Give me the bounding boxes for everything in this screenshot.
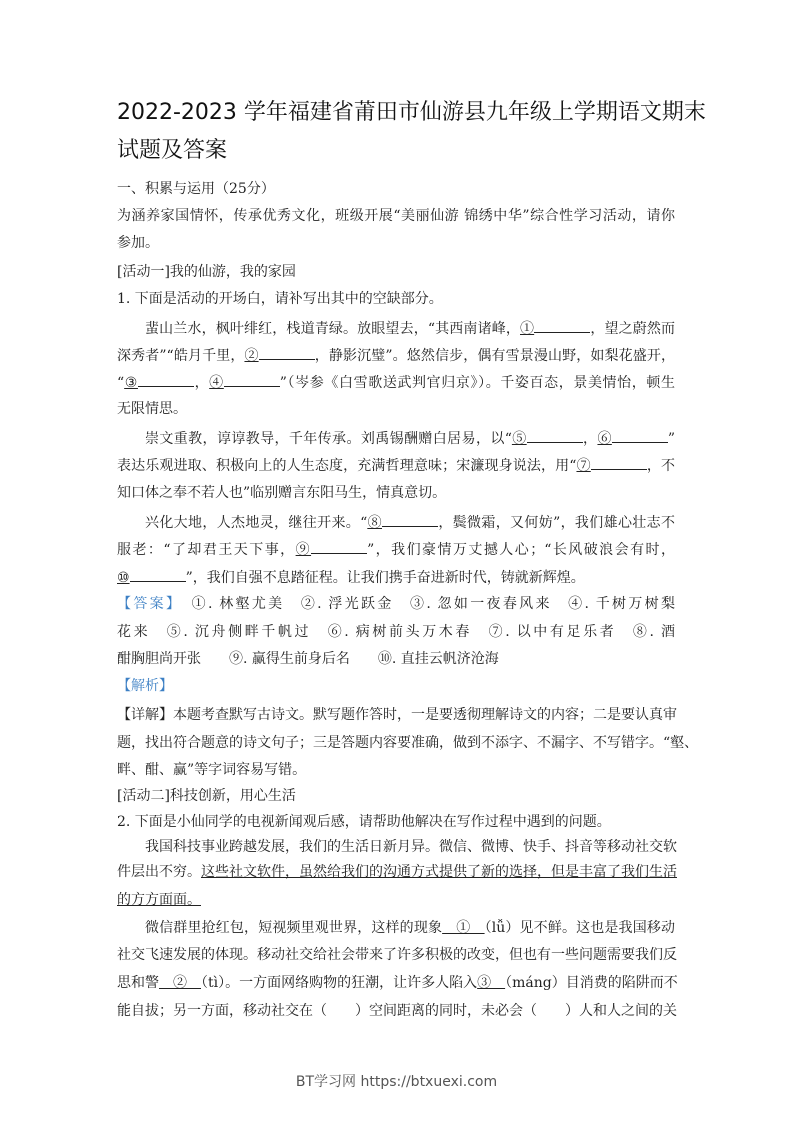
text-segment: 兴化大地，人杰地灵，继往开来。“ [145,515,368,531]
answer-blank [224,372,280,387]
text-segment: 件层出不穷。 [117,864,201,880]
underlined-text: ⑤ [511,431,527,447]
text-line [117,180,675,198]
underlined-text: ① [442,920,485,936]
text-segment: 我国科技事业跨越发展，我们的生活日新月异。微信、微博、快手、抖音等移动社交软 [145,839,677,855]
text-line [145,512,675,532]
text-segment: 酣胸胆尚开张 ⑨. 赢得生前身后名 ⑩. 直挂云帆济沧海 [117,651,499,667]
answer-blank [591,455,647,470]
text-segment: 花来 ⑤. 沉舟侧畔千帆过 ⑥. 病树前头万木春 ⑦. 以中有足乐者 ⑧. 酒 [117,624,675,640]
text-segment: ，静影沉璧”。悠然信步，偶有雪景漫山野，如梨花盛开， [314,348,676,364]
text-line [117,263,675,281]
text-segment: ”，我们自强不息踏征程。让我们携手奋进新时代，铸就新辉煌。 [185,570,585,586]
text-segment: ”（岑参《白雪歌送武判官归京》）。千姿百态，景美情怡，顿生 [279,375,675,391]
text-line [117,595,675,613]
text-segment: ，鬓微霜，又何妨”，我们雄心壮志不 [438,515,675,531]
answer-blank [382,512,438,527]
answer-blank [534,318,590,333]
answer-blank [311,539,367,554]
underlined-text: ② [244,348,259,364]
text-line [117,974,678,992]
section-label: 【解析】 [117,678,173,694]
underlined-text: ⑧ [367,515,382,531]
text-line [117,345,675,365]
doc-title-line2: 试题及答案 [117,138,228,163]
text-segment: 深秀者”“皓月千里， [117,348,245,364]
answer-blank [527,428,583,443]
underlined-text: ② [159,975,201,991]
text-line [117,290,675,308]
text-segment: 知口体之奉不若人也”临别赠言东阳马生，情真意切。 [117,485,447,501]
text-line [117,946,675,964]
underlined-text: ③ [124,375,138,391]
underlined-text: ⑥ [597,431,612,447]
text-segment: 蜚山兰水，枫叶绯红，栈道青绿。放眼望去，“其西南诸峰， [145,321,521,337]
text-segment: 无限情思。 [117,401,187,417]
text-segment: 题，找出符合题意的诗文句子；三是答题内容要准确，做到不添字、不漏字、不写错字。“壑、 [117,735,699,751]
text-line [117,455,675,475]
text-segment: 为涵养家国情怀，传承优秀文化，班级开展“美丽仙游 锦绣中华”综合性学习活动，请你 [117,208,675,224]
text-segment: 思和警 [117,975,159,991]
text-line [117,207,675,225]
text-line [117,891,675,909]
text-segment: 一、积累与运用（25分） [117,181,275,197]
text-segment: 【详解】本题考查默写古诗文。默写题作答时，一是要透彻理解诗文的内容；二是要认真审 [117,707,677,723]
text-segment: 社交飞速发展的体现。移动社交给社会带来了许多积极的改变，但也有一些问题需要我们反 [117,947,677,963]
text-segment: ，望之蔚然而 [590,321,676,337]
text-segment: [活动二]科技创新，用心生活 [117,788,296,804]
text-line [117,761,675,779]
text-segment: （máng）目消费的陷阱而不 [505,975,678,991]
text-segment: ①. 林壑尤美 ②. 浮光跃金 ③. 忽如一夜春风来 ④. 千树万树梨 [175,596,676,612]
text-segment: 2. 下面是小仙同学的电视新闻观后感，请帮助他解决在写作过程中遇到的问题。 [117,814,611,830]
text-segment: 畔、酣、赢”等字词容易写错。 [117,762,307,778]
text-line [145,428,675,448]
footer-watermark: BT学习网 https://btxuexi.com [295,1074,498,1090]
text-segment: ，不 [646,458,676,474]
underlined-text: 这些社文软件，虽然给我们的沟通方式提供了新的选择，但是丰富了我们生活 [201,864,677,880]
text-segment: 服老：“了却君王天下事， [117,542,296,558]
text-line [117,1002,675,1020]
text-line [145,919,675,937]
text-segment: 微信群里抢红包，短视频里观世界，这样的现象 [145,920,443,936]
text-line [117,863,675,881]
underlined-text: ⑨ [295,542,312,558]
underlined-text: 的方方面面。 [117,892,201,908]
text-segment: ”，我们豪情万丈撼人心；“长风破浪会有时， [367,542,675,558]
underlined-text: ⑦ [576,458,591,474]
text-line [117,813,675,831]
text-line [145,838,675,856]
text-line [145,318,675,338]
text-segment: ， [582,431,598,447]
underlined-text: ⑩ [117,570,130,586]
text-line [117,734,699,752]
text-segment: 参加。 [117,235,159,251]
text-segment: 崇文重教，谆谆教导，千年传承。刘禹锡酬赠白居易，以“ [145,431,512,447]
text-segment: [活动一]我的仙游，我的家园 [117,264,296,280]
text-segment: 表达乐观进取、积极向上的人生态度，充满哲理意味；宋濂现身说法，用“ [117,458,577,474]
text-line [117,650,675,668]
text-segment: ， [193,375,210,391]
answer-blank [612,428,668,443]
text-line [117,484,675,502]
text-segment: “ [117,375,125,391]
text-line [117,372,675,392]
answer-blank [138,372,194,387]
text-segment: （tì）。一方面网络购物的狂潮，让许多人陷入 [201,975,478,991]
answer-blank [259,345,315,360]
doc-title-line1: 2022-2023 学年福建省莆田市仙游县九年级上学期语文期末 [117,100,706,125]
text-line [117,234,675,252]
underlined-text: ① [520,321,535,337]
text-line [117,677,675,695]
text-line [117,787,675,805]
section-label: 【答案】 [117,596,176,612]
underlined-text: ④ [209,375,224,391]
text-segment: 1. 下面是活动的开场白，请补写出其中的空缺部分。 [117,291,443,307]
text-segment: ” [667,431,676,447]
text-segment: 能自拔；另一方面，移动社交在（ ）空间距离的同时，未必会（ ）人和人之间的关 [117,1003,677,1019]
text-segment: （lǚ）见不鲜。这也是我国移动 [484,920,676,936]
answer-blank [130,567,186,582]
text-line [117,400,675,418]
text-line [117,539,675,559]
text-line [117,623,675,641]
text-line [117,706,675,724]
underlined-text: ③ [477,975,506,991]
text-line [117,567,675,587]
